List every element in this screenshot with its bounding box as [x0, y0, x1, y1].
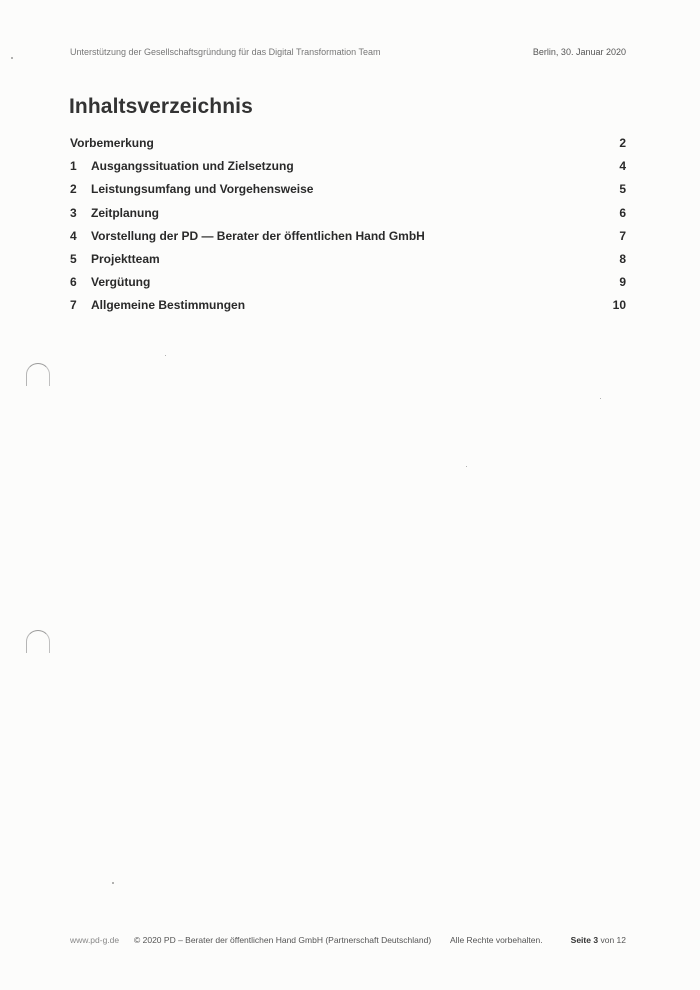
toc-entry-number: 4: [70, 228, 77, 243]
header-date: Berlin, 30. Januar 2020: [532, 47, 626, 57]
toc-entry-label: Vorstellung der PD — Berater der öffentlichen Hand GmbH: [91, 228, 425, 243]
toc-entry-label: Vergütung: [91, 275, 151, 290]
toc-entry-1[interactable]: [70, 158, 626, 181]
toc-entry-number: 5: [70, 251, 77, 266]
toc-entry-6[interactable]: [70, 274, 626, 297]
punch-hole-mark: [26, 630, 50, 653]
footer-page-total: von 12: [600, 935, 626, 945]
toc-entry-5[interactable]: [70, 251, 626, 274]
toc-entry-3[interactable]: [70, 205, 626, 228]
toc-entry-number: 7: [70, 298, 77, 313]
toc-entry-vorbemerkung[interactable]: [70, 135, 626, 158]
toc-entry-7[interactable]: [70, 297, 626, 320]
footer-page-number: [571, 935, 626, 945]
toc-entry-2[interactable]: [70, 181, 626, 204]
toc-entry-number: 1: [70, 159, 77, 174]
page-footer: [70, 935, 626, 949]
page-header: [70, 47, 626, 61]
toc-entry-label: Vorbemerkung: [70, 136, 154, 150]
scan-speck: [466, 466, 467, 467]
toc-entry-number: 3: [70, 205, 77, 220]
scan-speck: [112, 882, 114, 884]
scan-speck: [600, 398, 601, 399]
toc-entry-number: 2: [70, 182, 77, 197]
footer-page-label: Seite: [570, 935, 591, 945]
toc-entry-label: Projektteam: [91, 251, 160, 266]
footer-page-current: 3: [593, 935, 599, 945]
scan-speck: [11, 57, 13, 59]
toc-entry-number: 6: [70, 275, 77, 290]
toc-title: Inhaltsverzeichnis: [69, 95, 253, 118]
toc-entry-page: 10: [612, 298, 626, 313]
toc-entry-page: 6: [619, 205, 626, 220]
toc-entry-label: Leistungsumfang und Vorgehensweise: [91, 182, 314, 197]
footer-website: www.pd-g.de: [70, 935, 120, 945]
toc-entry-page: 2: [619, 136, 626, 150]
toc-entry-page: 4: [619, 159, 626, 174]
toc-entry-page: 8: [619, 251, 626, 266]
footer-rights: Alle Rechte vorbehalten.: [450, 935, 543, 945]
toc-entry-label: Zeitplanung: [91, 205, 159, 220]
toc-entry-page: 7: [619, 228, 626, 243]
toc-entry-label: Allgemeine Bestimmungen: [91, 298, 246, 313]
table-of-contents: [70, 135, 626, 321]
punch-hole-mark: [26, 363, 50, 386]
toc-entry-label: Ausgangssituation und Zielsetzung: [91, 159, 294, 174]
scan-speck: [165, 355, 166, 356]
toc-entry-4[interactable]: [70, 228, 626, 251]
header-document-title: Unterstützung der Gesellschaftsgründung für das Digital Transformation Team: [70, 47, 381, 57]
toc-entry-page: 5: [619, 182, 626, 197]
toc-entry-page: 9: [619, 275, 626, 290]
footer-copyright: © 2020 PD – Berater der öffentlichen Hand GmbH (Partnerschaft Deutschland): [134, 935, 432, 945]
